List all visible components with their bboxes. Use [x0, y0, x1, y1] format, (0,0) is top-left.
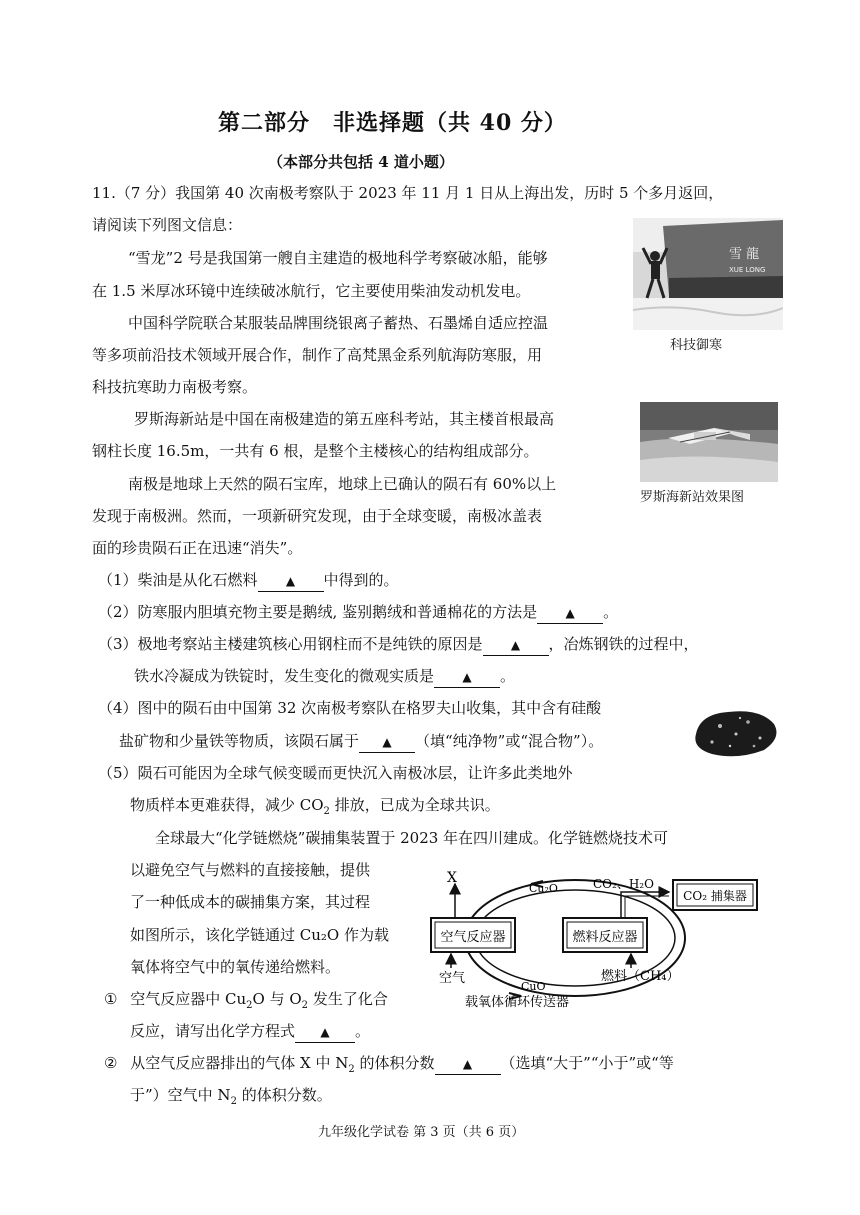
page-subtitle: （本部分共包括 4 道小题）: [268, 153, 454, 171]
q2: [98, 602, 618, 624]
products-label: CO₂、H₂O: [593, 877, 654, 891]
ship-hull-text-cn: 雪 龍: [729, 247, 760, 262]
q5-para-line1: 全球最大“化学链燃烧”碳捕集装置于 2023 年在四川建成。化学链燃烧技术可: [155, 829, 669, 847]
page-title: 第二部分 非选择题（共 40 分）: [218, 110, 567, 136]
sub2-sub-a: 2: [348, 1064, 355, 1075]
q1-text-a: （1）柴油是从化石燃料: [98, 571, 258, 589]
q3-text-d: 。: [500, 667, 516, 685]
sub2-line1: [104, 1053, 674, 1080]
sub1-answer-blank[interactable]: ▲: [295, 1022, 355, 1043]
sub2-text-c2: 的体积分数。: [236, 1086, 332, 1104]
para4-line3: 面的珍贵陨石正在迅速“消失”。: [92, 539, 303, 557]
para4-line2: 发现于南极洲。然而，一项新研究发现，由于全球变暖，南极冰盖表: [92, 507, 543, 525]
para1-line2: 在 1.5 米厚冰环镜中连续破冰航行，它主要使用柴油发动机发电。: [92, 282, 531, 300]
ship-caption: 科技御寒: [670, 338, 723, 353]
cu2o-label: Cu₂O: [529, 882, 558, 895]
para3-line1: 罗斯海新站是中国在南极建造的第五座科考站，其主楼首根最高: [134, 410, 555, 428]
q2-answer-blank[interactable]: ▲: [537, 603, 603, 624]
sub2-text-a2: 的体积分数: [354, 1054, 435, 1072]
para1-line1: “雪龙”2 号是我国第一艘自主建造的极地科学考察破冰船，能够: [128, 249, 548, 267]
q3-text-b: ，冶炼钢铁的过程中，: [548, 635, 699, 653]
sub1-sub-a2: 2: [301, 1000, 309, 1011]
q5-para-line5: 氧体将空气中的氧传递给燃料。: [130, 958, 341, 976]
q5-para-line2: 以避免空气与燃料的直接接触，提供: [130, 861, 371, 879]
ship-illustration: [633, 218, 783, 330]
sub1-text-a3: 发生了化合: [308, 990, 388, 1008]
chemical-looping-diagram: [425, 862, 765, 1012]
air-reactor-label: 空气反应器: [440, 930, 506, 945]
sub1-text-c: 。: [355, 1022, 371, 1040]
q2-text-a: （2）防寒服内胆填充物主要是鹅绒, 鉴别鹅绒和普通棉花的方法是: [98, 603, 538, 621]
sub1-number: ①: [104, 990, 118, 1008]
sub2-number: ②: [104, 1054, 118, 1072]
sub1-sub-a: 2: [246, 1000, 253, 1011]
fuel-reactor-label: 燃料反应器: [572, 930, 638, 945]
fuel-label: 燃料（CH₄）: [601, 969, 680, 984]
air-label: 空气: [439, 971, 466, 986]
question-stem-line1: 11.（7 分）我国第 40 次南极考察队于 2023 年 11 月 1 日从上海出发，历时 5 个多月返回，: [92, 184, 724, 202]
station-photo: [640, 402, 778, 482]
capture-label: CO₂ 捕集器: [683, 889, 747, 903]
para2-line3: 科技抗寒助力南极考察。: [92, 378, 258, 396]
q3-answer-blank-2[interactable]: ▲: [434, 667, 500, 688]
sub2-sub-c: 2: [230, 1096, 237, 1107]
q1-answer-blank[interactable]: ▲: [258, 571, 324, 592]
question-stem-line2: 请阅读下列图文信息：: [92, 216, 243, 234]
ship-photo: [633, 218, 783, 330]
sub1-line1: [104, 989, 388, 1016]
sub2-answer-blank[interactable]: ▲: [435, 1054, 501, 1075]
q5-para-line3: 了一种低成本的碳捕集方案，其过程: [130, 893, 371, 911]
para2-line1: 中国科学院联合某服装品牌围绕银离子蓄热、石墨烯自适应控温: [128, 314, 549, 332]
q3-text-a: （3）极地考察站主楼建筑核心用钢柱而不是纯铁的原因是: [98, 635, 483, 653]
q5-text-b1: 物质样本更难获得，减少 CO: [130, 796, 324, 814]
q4-text-c: （填“纯净物”或“混合物”）。: [415, 732, 604, 750]
para3-line2: 钢柱长度 16.5m，一共有 6 根，是整个主楼核心的结构组成部分。: [92, 442, 539, 460]
q3-line1: [98, 634, 699, 656]
sub1-text-b: 反应，请写出化学方程式: [130, 1022, 296, 1040]
q1: [98, 570, 399, 592]
q4-answer-blank[interactable]: ▲: [359, 732, 415, 753]
ship-hull-text-en: XUE LONG: [729, 266, 766, 274]
q1-text-b: 中得到的。: [323, 571, 399, 589]
page-footer: 九年级化学试卷 第 3 页（共 6 页）: [318, 1125, 525, 1140]
q3-line2: [134, 666, 515, 688]
q5-line1: （5）陨石可能因为全球气候变暖而更快沉入南极冰层，让许多此类地外: [98, 764, 573, 782]
para2-line2: 等多项前沿技术领域开展合作，制作了高梵黑金系列航海防寒服，用: [92, 346, 543, 364]
sub2-text-a: 从空气反应器排出的气体 X 中 N: [130, 1054, 349, 1072]
x-label: X: [447, 870, 457, 886]
q5-para-line4: 如图所示，该化学链通过 Cu₂O 作为载: [130, 926, 389, 944]
q4-text-b: 盐矿物和少量铁等物质，该陨石属于: [119, 732, 360, 750]
station-caption: 罗斯海新站效果图: [640, 490, 745, 505]
sub1-text-a2: O 与 O: [252, 990, 302, 1008]
q4-line1: （4）图中的陨石由中国第 32 次南极考察队在格罗夫山收集，其中含有硅酸: [98, 699, 602, 717]
q4-line2: [119, 731, 603, 753]
cuo-label: CuO: [521, 980, 546, 993]
diagram-caption: 载氧体循环传送器: [465, 995, 570, 1010]
q5-text-b2: 排放，已成为全球共识。: [329, 796, 500, 814]
q2-text-b: 。: [603, 603, 619, 621]
sub1-line2: [130, 1021, 370, 1043]
q3-answer-blank-1[interactable]: ▲: [483, 635, 549, 656]
station-illustration: [640, 402, 778, 482]
sub1-text-a: 空气反应器中 Cu: [130, 990, 247, 1008]
q3-text-c: 铁水冷凝成为铁锭时，发生变化的微观实质是: [134, 667, 435, 685]
meteorite-image: [690, 704, 780, 760]
para4-line1: 南极是地球上天然的陨石宝库，地球上已确认的陨石有 60%以上: [128, 475, 557, 493]
sub2-text-b: （选填“大于”“小于”或“等: [500, 1054, 674, 1072]
q5-line2: [130, 795, 500, 822]
sub2-text-c: 于”）空气中 N: [130, 1086, 231, 1104]
q5-sub: 2: [323, 806, 330, 817]
sub2-line2: [130, 1085, 332, 1112]
